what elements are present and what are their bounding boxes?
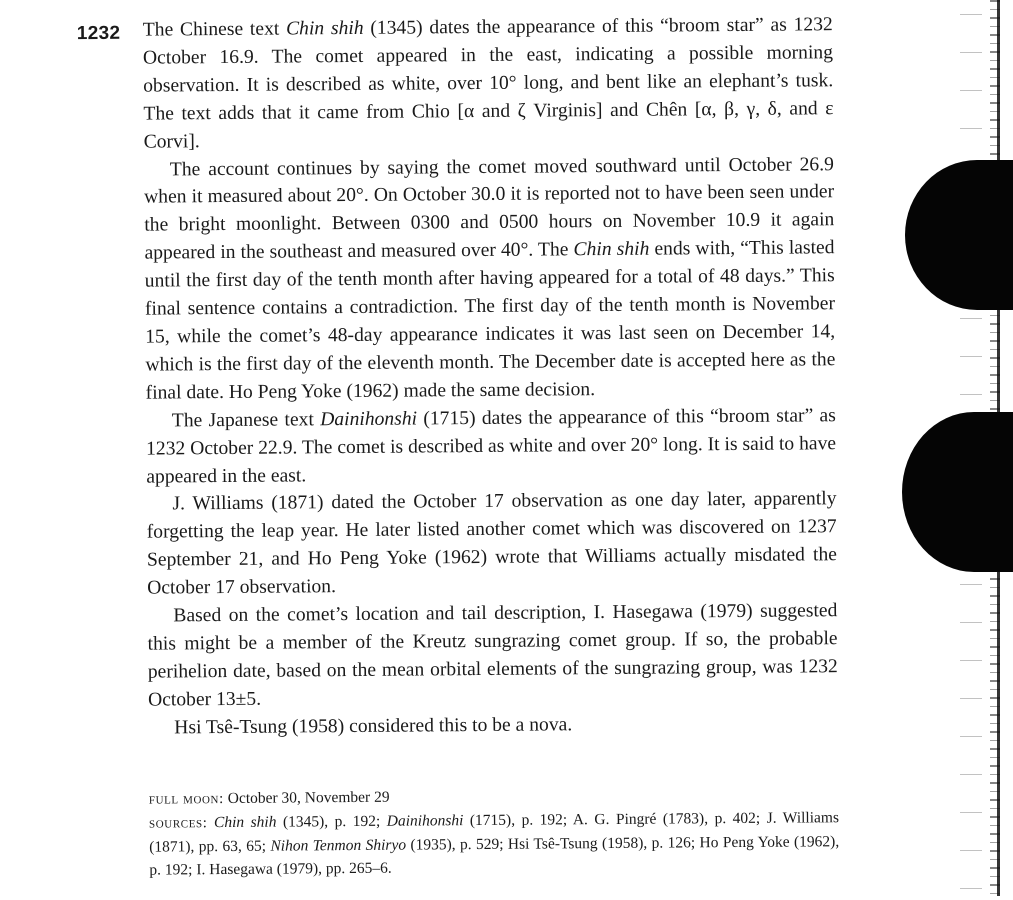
- italic-title: Chin shih: [285, 17, 364, 40]
- body-text: [143, 11, 839, 742]
- sources-list: Chin shih (1345), p. 192; Dainihonshi (1715), p. 192; A. G. Pingré (1783), p. 402; J. Williams (1871), pp. 63, 65; Nihon Tenmon Shiryo (1935), p. 529; Hsi Tsê-Tsung (1958), p. 126; Ho Peng Yoke (1962), p. 192; I. Hasegawa (1979), pp. 265–6.: [149, 809, 840, 879]
- italic-title: Chin shih: [573, 238, 650, 261]
- paragraph: J. Williams (1871) dated the October 17 observation as one day later, apparently forgetting the leap year. He later listed another comet which was discovered on 1237 September 21, and Ho Peng Yoke (1962) wrote that Williams actually misdated the October 17 observation.: [146, 488, 837, 599]
- paragraph: Hsi Tsê-Tsung (1958) considered this to be a nova.: [174, 713, 573, 739]
- paragraph: The Japanese text Dainihonshi (1715) dates the appearance of this “broom star” as 1232 October 22.9. The comet is described as white and over 20° long. It is said to have appeared in the east.: [145, 404, 837, 488]
- italic-title: Dainihonshi: [386, 812, 464, 830]
- sources-label: sources:: [148, 815, 208, 832]
- notes-section: [149, 782, 840, 881]
- paragraph: The Chinese text Chin shih (1345) dates the appearance of this “broom star” as 1232 October 16.9. The comet appeared in the east, indicating a possible morning observation. It is described as white, over 10° long, and bent like an elephant’s tusk. The text adds that it came from Chio [α and ζ Virginis] and Chên [α, β, γ, δ, and ε Corvi].: [142, 14, 834, 153]
- full-moon-value: October 30, November 29: [223, 788, 390, 808]
- italic-title: Nihon Tenmon Shiryo: [270, 836, 407, 855]
- year-label: 1232: [76, 22, 121, 45]
- full-moon-label: full moon:: [148, 791, 224, 808]
- italic-title: Dainihonshi: [320, 408, 418, 430]
- paragraph: Based on the comet’s location and tail description, I. Hasegawa (1979) suggested this might be a member of the Kreutz sungrazing comet group. If so, the probable perihelion date, based on the mean orbital elements of the sungrazing group, was 1232 October 13±5.: [147, 600, 838, 711]
- italic-title: Chin shih: [213, 813, 277, 832]
- sources-note: [149, 806, 840, 881]
- paragraph: The account continues by saying the comet moved southward until October 26.9 when it measured about 20°. On October 30.0 it is reported not to have been seen under the bright moonlight. Between 0300 and 0500 hours on November 10.9 it again appeared in the southeast and measured over 40°. The Chin shih ends with, “This lasted until the first day of the tenth month after having appeared for a total of 48 days.” This final sentence contains a contradiction. The first day of the tenth month is November 15, while the comet’s 48-day appearance indicates it was last seen on December 14, which is the first day of the eleventh month. The December date is accepted here as the final date. Ho Peng Yoke (1962) made the same decision.: [144, 153, 836, 404]
